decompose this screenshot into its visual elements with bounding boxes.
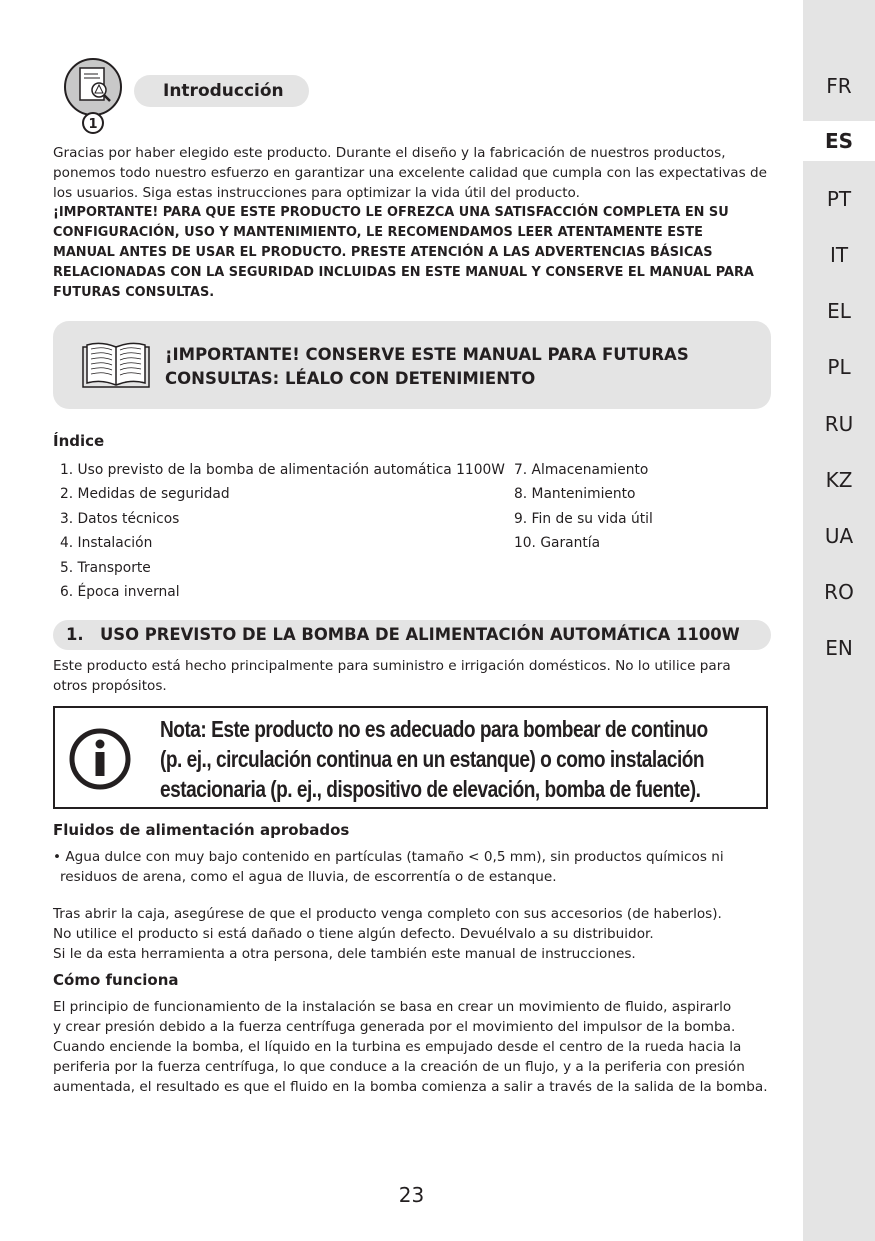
important-callout-line-2: CONSULTAS: LÉALO CON DETENIMIENTO xyxy=(165,369,536,388)
fluids-bullet-line-2: residuos de arena, como el agua de lluvia, de escorrentía o de estanque. xyxy=(60,869,557,885)
language-sidebar xyxy=(803,0,875,1241)
how-line-3: Cuando enciende la bomba, el líquido en la turbina es empujado desde el centro de la rueda hacia la xyxy=(53,1039,742,1055)
document-warning-icon xyxy=(62,56,124,136)
important-callout-line-1: ¡IMPORTANTE! CONSERVE ESTE MANUAL PARA FUTURAS xyxy=(165,345,689,364)
note-line-1: Nota: Este producto no es adecuado para bombear de continuo xyxy=(160,716,708,742)
fluids-bullet xyxy=(53,847,768,887)
lang-tab-pl[interactable]: PL xyxy=(827,355,851,379)
how-it-works-paragraph xyxy=(53,997,783,1097)
how-line-5: aumentada, el resultado es que el fluido en la bomba comienza a salir a través de la salida de la bomba. xyxy=(53,1079,768,1095)
toc-item[interactable]: 2. Medidas de seguridad xyxy=(60,486,230,503)
lang-tab-es[interactable]: ES xyxy=(803,121,875,161)
section-1-intro: Este producto está hecho principalmente para suministro e irrigación domésticos. No lo utilice para otros propósitos. xyxy=(53,658,731,694)
lang-tab-el[interactable]: EL xyxy=(827,299,851,323)
intro-header xyxy=(134,75,309,107)
toc-item[interactable]: 8. Mantenimiento xyxy=(514,486,636,503)
lang-tab-en[interactable]: EN xyxy=(825,636,853,660)
toc-item[interactable]: 9. Fin de su vida útil xyxy=(514,510,653,527)
toc-item[interactable]: 7. Almacenamiento xyxy=(514,462,649,478)
lang-tab-pt[interactable]: PT xyxy=(826,187,852,211)
toc-item[interactable]: 1. Uso previsto de la bomba de alimentación automática 1100W xyxy=(60,462,505,478)
toc-item[interactable]: 10. Garantía xyxy=(514,535,601,552)
section-title: USO PREVISTO DE LA BOMBA DE ALIMENTACIÓN AUTOMÁTICA 1100W xyxy=(100,625,740,644)
toc-item[interactable]: 4. Instalación xyxy=(60,535,153,552)
intro-paragraph: Gracias por haber elegido este producto. Durante el diseño y la fabricación de nuestros productos, ponemos todo nuestro esfuerzo en garantizar una excelente calidad que cumpla con las expectativas de los usuarios. Siga estas instrucciones para optimizar la vida útil del producto. xyxy=(53,145,767,201)
note-line-2: (p. ej., circulación continua en un estanque) o como instalación xyxy=(160,746,705,772)
lang-tab-ua[interactable]: UA xyxy=(824,524,854,548)
unbox-line-1: Tras abrir la caja, asegúrese de que el producto venga completo con sus accesorios (de haberlos). xyxy=(53,906,722,922)
lang-tab-fr[interactable]: FR xyxy=(826,74,852,98)
index-title: Índice xyxy=(53,432,105,450)
toc-right-column xyxy=(514,458,653,556)
step-number: 1 xyxy=(88,117,98,132)
note-text xyxy=(160,714,766,804)
how-line-2: y crear presión debido a la fuerza centrífuga generada por el movimiento del impulsor de la bomba. xyxy=(53,1019,736,1035)
toc-left-column xyxy=(60,458,505,604)
open-book-icon xyxy=(81,339,151,395)
section-1-header xyxy=(53,620,771,650)
section-number: 1. xyxy=(66,625,84,644)
note-box xyxy=(53,706,768,809)
how-line-4: periferia por la fuerza centrífuga, lo que conduce a la creación de un flujo, y a la periferia con presión xyxy=(53,1059,745,1075)
unbox-line-3: Si le da esta herramienta a otra persona, dele también este manual de instrucciones. xyxy=(53,946,636,962)
important-callout-text xyxy=(165,343,725,391)
toc-item[interactable]: 5. Transporte xyxy=(60,559,151,576)
info-icon xyxy=(69,728,131,794)
lang-tab-ru[interactable]: RU xyxy=(824,412,854,436)
intro-important-paragraph: ¡IMPORTANTE! PARA QUE ESTE PRODUCTO LE OFREZCA UNA SATISFACCIÓN COMPLETA EN SU CONFIGURACIÓN, USO Y MANTENIMIENTO, LE RECOMENDAMOS LEER ATENTAMENTE ESTE MANUAL ANTES DE USAR EL PRODUCTO. PRESTE ATENCIÓN A LAS ADVERTENCIAS BÁSICAS RELACIONADAS CON LA SEGURIDAD INCLUIDAS EN ESTE MANUAL Y CONSERVE EL MANUAL PARA FUTURAS CONSULTAS. xyxy=(53,205,754,300)
intro-title: Introducción xyxy=(163,81,284,101)
toc-item[interactable]: 3. Datos técnicos xyxy=(60,510,180,527)
how-line-1: El principio de funcionamiento de la instalación se basa en crear un movimiento de fluido, aspirarlo xyxy=(53,999,732,1015)
lang-tab-kz[interactable]: KZ xyxy=(825,468,853,492)
unbox-paragraph xyxy=(53,904,768,964)
page-number: 23 xyxy=(398,1183,425,1207)
how-it-works-title: Cómo funciona xyxy=(53,971,179,989)
lang-tab-it[interactable]: IT xyxy=(829,243,849,267)
important-callout xyxy=(53,321,771,409)
fluids-bullet-line-1: • Agua dulce con muy bajo contenido en partículas (tamaño < 0,5 mm), sin productos químicos ni xyxy=(53,849,724,865)
note-line-3: estacionaria (p. ej., dispositivo de elevación, bomba de fuente). xyxy=(160,776,701,802)
lang-tab-ro[interactable]: RO xyxy=(824,580,854,604)
unbox-line-2: No utilice el producto si está dañado o tiene algún defecto. Devuélvalo a su distribuidor. xyxy=(53,926,654,942)
fluids-title: Fluidos de alimentación aprobados xyxy=(53,821,350,839)
toc-item[interactable]: 6. Época invernal xyxy=(60,583,180,600)
